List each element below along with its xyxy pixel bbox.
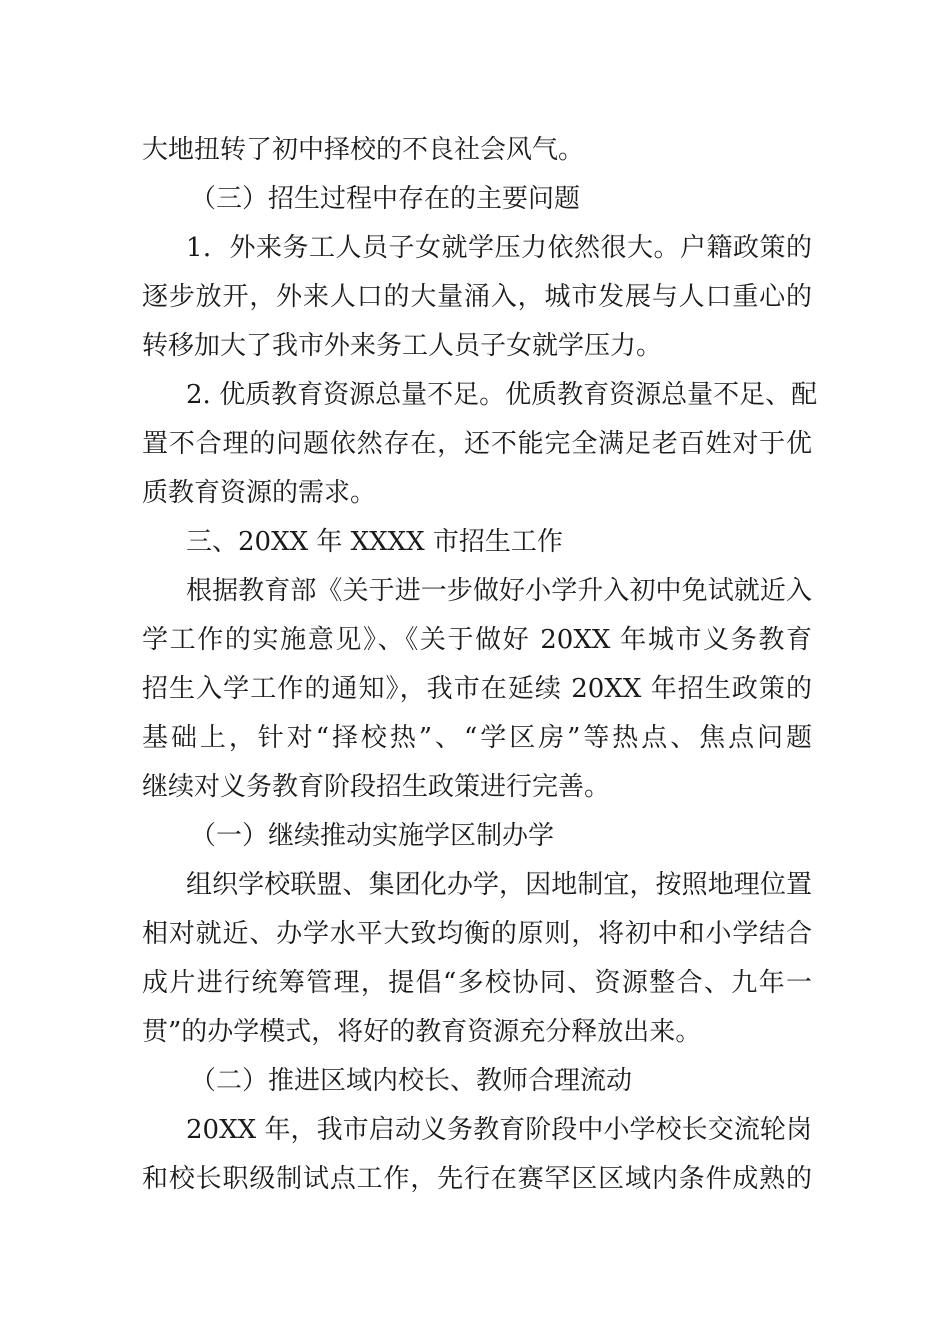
section-heading: （二）推进区域内校长、教师合理流动 (190, 1066, 633, 1096)
text-line: 继续对义务教育阶段招生政策进行完善。 (142, 772, 611, 802)
text-line: 组织学校联盟、集团化办学，因地制宜，按照地理位置 (186, 870, 812, 900)
text-line: 20XX 年，我市启动义务教育阶段中小学校长交流轮岗 (186, 1115, 812, 1145)
section-heading: 三、20XX 年 XXXX 市招生工作 (186, 527, 563, 557)
text-line: 成片进行统筹管理，提倡“多校协同、资源整合、九年一 (142, 968, 812, 998)
text-line: 1．外来务工人员子女就学压力依然很大。户籍政策的 (186, 233, 812, 263)
text-line: 质教育资源的需求。 (142, 478, 377, 508)
section-heading: （三）招生过程中存在的主要问题 (190, 184, 581, 214)
text-line: 大地扭转了初中择校的不良社会风气。 (142, 135, 585, 165)
text-line: 基础上，针对“择校热”、“学区房”等热点、焦点问题 (142, 723, 812, 753)
text-line: 和校长职级制试点工作，先行在赛罕区区域内条件成熟的 (142, 1164, 812, 1194)
text-line: 逐步放开，外来人口的大量涌入，城市发展与人口重心的 (142, 282, 812, 312)
text-line: 贯”的办学模式，将好的教育资源充分释放出来。 (142, 1017, 702, 1047)
section-heading: （一）继续推动实施学区制办学 (190, 821, 555, 851)
text-line: 2. 优质教育资源总量不足。优质教育资源总量不足、配 (186, 380, 818, 410)
text-line: 转移加大了我市外来务工人员子女就学压力。 (142, 331, 663, 361)
text-line: 根据教育部《关于进一步做好小学升入初中免试就近入 (186, 576, 812, 606)
document-body (142, 126, 818, 1204)
text-line: 相对就近、办学水平大致均衡的原则，将初中和小学结合 (142, 919, 812, 949)
text-line: 招生入学工作的通知》，我市在延续 20XX 年招生政策的 (142, 674, 812, 704)
text-line: 学工作的实施意见》、《关于做好 20XX 年城市义务教育 (142, 625, 812, 655)
text-line: 置不合理的问题依然存在，还不能完全满足老百姓对于优 (142, 429, 812, 459)
